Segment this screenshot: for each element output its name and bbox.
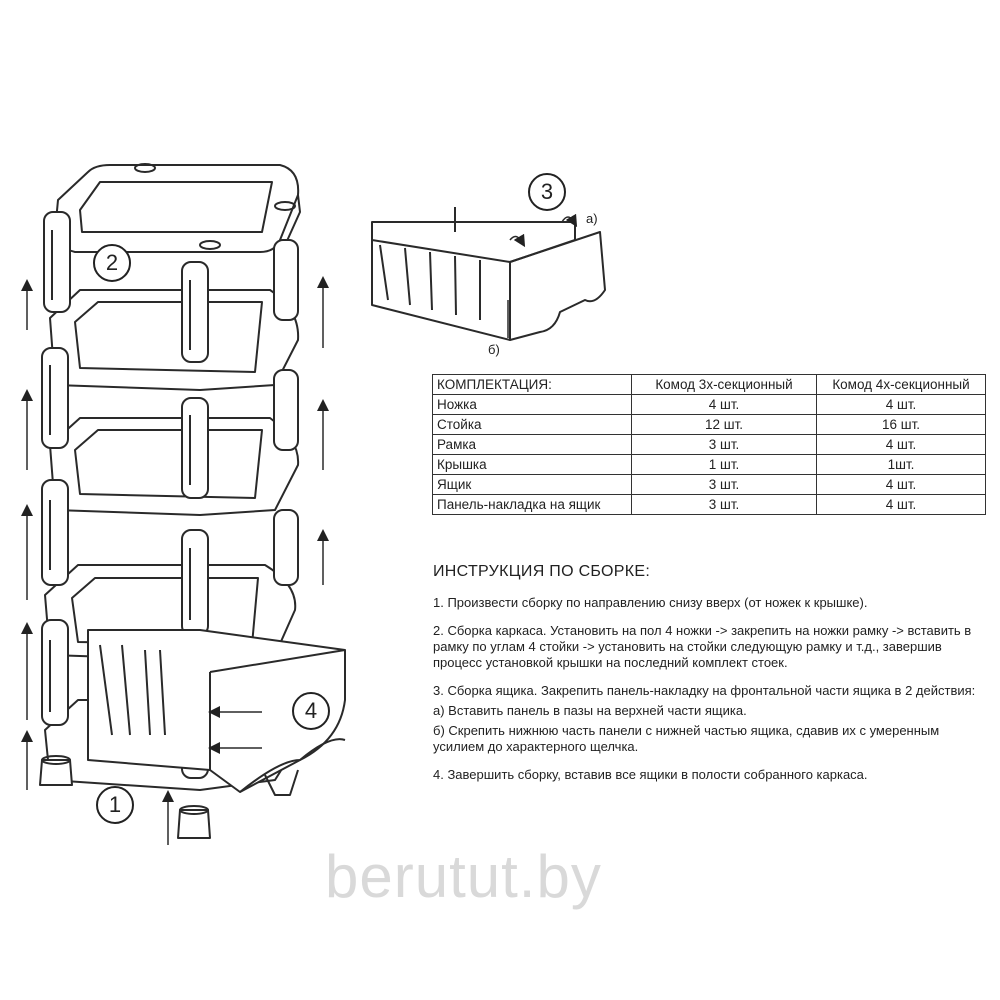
- instruction-step-2: 2. Сборка каркаса. Установить на пол 4 ножки -> закрепить на ножки рамку -> вставить в рамку по углам 4 стойки -> установить на стойки следующую рамку и т.д., завершив процесс установкой крышки на последний комплект стоек.: [433, 623, 972, 670]
- lid-part: [55, 164, 300, 252]
- part-name: Стойка: [433, 415, 632, 435]
- drawer-label-b: б): [488, 342, 500, 357]
- step-number-3: 3: [528, 173, 566, 211]
- qty-3: 3 шт.: [632, 495, 817, 515]
- assembly-instructions: [433, 563, 978, 795]
- instructions-title: ИНСТРУКЦИЯ ПО СБОРКЕ:: [433, 563, 651, 580]
- qty-3: 4 шт.: [632, 395, 817, 415]
- qty-3: 3 шт.: [632, 435, 817, 455]
- table-row: [433, 495, 986, 515]
- part-name: Ящик: [433, 475, 632, 495]
- qty-4: 4 шт.: [817, 435, 986, 455]
- step-number-1: 1: [96, 786, 134, 824]
- instruction-step-1: 1. Произвести сборку по направлению снизу вверх (от ножек к крышке).: [433, 595, 868, 610]
- watermark: berutut.by: [325, 843, 602, 910]
- header-kit: КОМПЛЕКТАЦИЯ:: [433, 375, 632, 395]
- qty-4: 1шт.: [817, 455, 986, 475]
- qty-3: 12 шт.: [632, 415, 817, 435]
- table-row: [433, 415, 986, 435]
- table-row: [433, 455, 986, 475]
- table-row: [433, 435, 986, 455]
- instruction-step-3b: б) Скрепить нижнюю часть панели с нижней частью ящика, сдавив их с умеренным усилием до характерного щелчка.: [433, 723, 940, 754]
- part-name: Рамка: [433, 435, 632, 455]
- instruction-step-4: 4. Завершить сборку, вставив все ящики в полости собранного каркаса.: [433, 767, 868, 782]
- part-name: Крышка: [433, 455, 632, 475]
- instruction-step-3: 3. Сборка ящика. Закрепить панель-накладку на фронтальной части ящика в 2 действия:: [433, 683, 976, 698]
- qty-3: 3 шт.: [632, 475, 817, 495]
- instruction-step-3a: а) Вставить панель в пазы на верхней части ящика.: [433, 703, 747, 718]
- qty-4: 16 шт.: [817, 415, 986, 435]
- table-row: [433, 475, 986, 495]
- header-3-section: Комод 3х-секционный: [632, 375, 817, 395]
- table-header-row: [433, 375, 986, 395]
- part-name: Ножка: [433, 395, 632, 415]
- drawer-label-a: а): [586, 211, 598, 226]
- table-row: [433, 395, 986, 415]
- step-number-4: 4: [292, 692, 330, 730]
- qty-4: 4 шт.: [817, 395, 986, 415]
- drawer-part: [372, 207, 605, 340]
- part-name: Панель-накладка на ящик: [433, 495, 632, 515]
- step-number-2: 2: [93, 244, 131, 282]
- parts-table: [432, 374, 986, 515]
- qty-4: 4 шт.: [817, 495, 986, 515]
- qty-3: 1 шт.: [632, 455, 817, 475]
- header-4-section: Комод 4х-секционный: [817, 375, 986, 395]
- qty-4: 4 шт.: [817, 475, 986, 495]
